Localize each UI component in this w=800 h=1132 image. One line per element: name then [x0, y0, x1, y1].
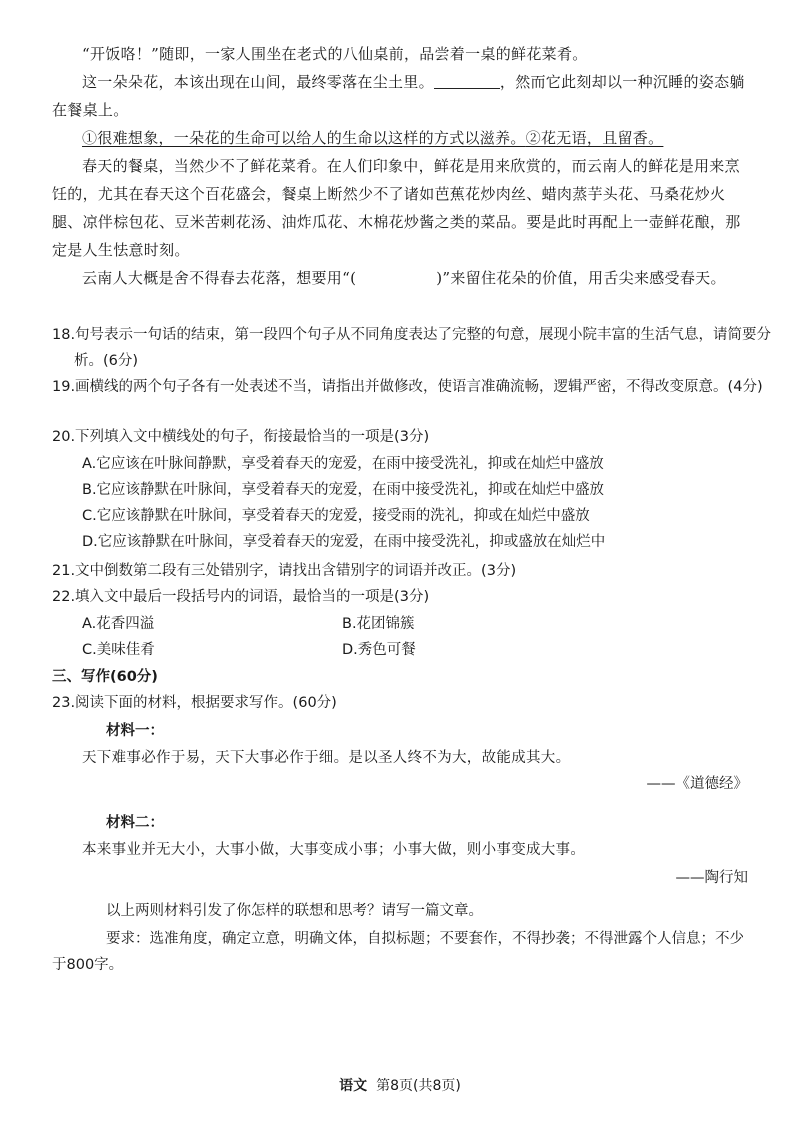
material-2-label: 材料二： — [106, 815, 164, 831]
question-19: 19.画横线的两个句子各有一处表述不当，请指出并做修改，使语言准确流畅，逻辑严密，不得改变原意。(4分) — [52, 379, 763, 395]
q22-option-d: D.秀色可餐 — [342, 642, 416, 658]
question-23: 23.阅读下面的材料，根据要求写作。(60分) — [52, 695, 337, 711]
passage-paragraph-5: 云南人大概是舍不得春去花落，想要用“( )”来留住花朵的价值，用舌尖来感受春天。 — [82, 269, 726, 287]
q22-option-b: B.花团锦簇 — [342, 616, 415, 632]
question-20: 20.下列填入文中横线处的句子，衔接最恰当的一项是(3分) — [52, 429, 430, 445]
page-footer — [0, 1075, 800, 1095]
writing-prompt: 以上两则材料引发了你怎样的联想和思考？请写一篇文章。 — [106, 903, 483, 919]
question-21: 21.文中倒数第二段有三处错别字，请找出含错别字的词语并改正。(3分) — [52, 563, 517, 579]
material-1-text: 天下难事必作于易，天下大事必作于细。是以圣人终不为大，故能成其大。 — [82, 750, 571, 766]
fill-in-blank — [434, 72, 500, 89]
q22-option-a: A.花香四溢 — [82, 616, 155, 632]
footer-subject: 语文 — [339, 1078, 368, 1094]
material-2-source: ——陶行知 — [675, 870, 748, 886]
q20-option-c: C.它应该静默在叶脉间，享受着春天的宠爱，接受雨的洗礼，抑或在灿烂中盛放 — [82, 508, 590, 524]
underlined-sentence-2: ②花无语，且留香。 — [525, 129, 664, 147]
passage-paragraph-2: 这一朵朵花，本该出现在山间，最终零落在尘土里。 ，然而它此刻却以一种沉睡的姿态躺在餐桌上。 — [52, 73, 745, 119]
underlined-sentence-1: ①很难想象，一朵花的生命可以给人的生命以这样的方式以滋养。 — [82, 129, 526, 147]
question-18: 18.句号表示一句话的结束，第一段四个句子从不同角度表达了完整的句意，展现小院丰富的生活气息，请简要分析。(6分) — [52, 327, 772, 369]
q20-option-d: D.它应该静默在叶脉间，享受着春天的宠爱，在雨中接受洗礼，抑或盛放在灿烂中 — [82, 534, 606, 550]
material-1-source: ——《道德经》 — [646, 776, 748, 792]
q20-option-a: A.它应该在叶脉间静默，享受着春天的宠爱，在雨中接受洗礼，抑或在灿烂中盛放 — [82, 456, 604, 472]
passage-paragraph-3 — [52, 124, 752, 152]
footer-page-number: 第8页(共8页) — [376, 1078, 461, 1094]
passage-paragraph-1: “开饭咯！”随即，一家人围坐在老式的八仙桌前，品尝着一桌的鲜花菜肴。 — [82, 45, 588, 63]
passage-paragraph-4: 春天的餐桌，当然少不了鲜花菜肴。在人们印象中，鲜花是用来欣赏的，而云南人的鲜花是用来烹饪的，尤其在春天这个百花盛会，餐桌上断然少不了诸如芭蕉花炒肉丝、蜡肉蒸芋头花、马桑花炒火腿、凉伴棕包花、豆米苦刺花汤、油炸瓜花、木棉花炒酱之类的菜品。要是此时再配上一壶鲜花酿，那定是人生怯意时刻。 — [52, 157, 741, 259]
q22-option-c: C.美味佳肴 — [82, 642, 155, 658]
writing-requirements: 要求：选准角度，确定立意，明确文体，自拟标题；不要套作，不得抄袭；不得泄露个人信息；不少于800字。 — [52, 931, 744, 973]
section-heading-writing: 三、写作(60分) — [52, 669, 158, 685]
q20-option-b: B.它应该静默在叶脉间，享受着春天的宠爱，在雨中接受洗礼，抑或在灿烂中盛放 — [82, 482, 605, 498]
material-2-text: 本来事业并无大小，大事小做，大事变成小事；小事大做，则小事变成大事。 — [82, 842, 586, 858]
material-1-label: 材料一： — [106, 723, 164, 739]
question-22: 22.填入文中最后一段括号内的词语，最恰当的一项是(3分) — [52, 589, 430, 605]
